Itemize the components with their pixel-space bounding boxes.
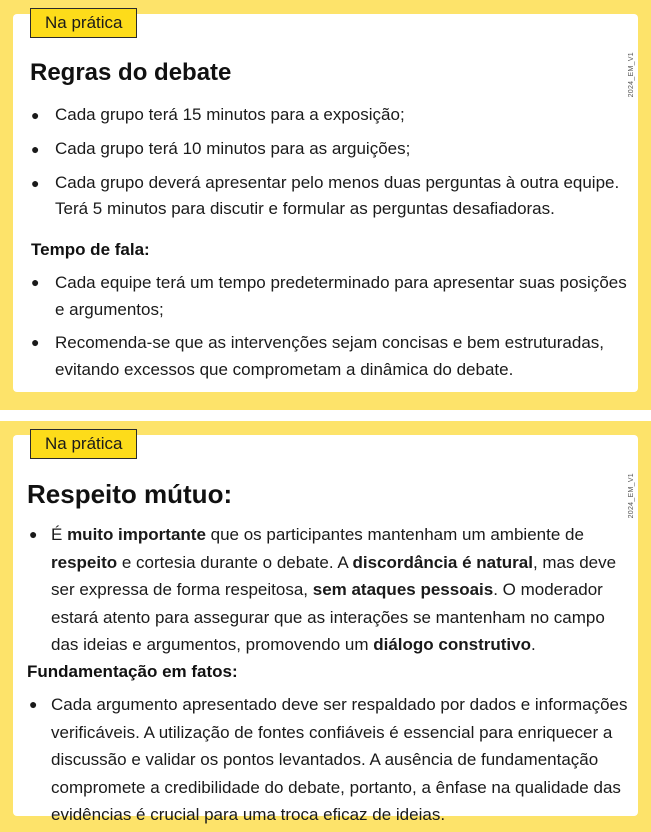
- respect-paragraph: É muito importante que os participantes mantenham um ambiente de respeito e cortesia durante o debate. A discordância é natural, mas deve ser expressa de forma respeitosa, sem ataques pessoais. O moderador estará atento para assegurar que as interações se mantenham no campo das ideias e argumentos, promovendo um diálogo construtivo.: [51, 525, 617, 654]
- bullet-icon: ●: [31, 175, 40, 191]
- subheading-facts: Fundamentação em fatos:: [27, 662, 238, 681]
- emphasis-text: respeito: [51, 552, 118, 572]
- emphasis-text: muito importante: [67, 525, 206, 544]
- emphasis-text: sem ataques pessoais: [312, 580, 494, 599]
- slide-title: Respeito mútuo:: [27, 479, 233, 509]
- facts-paragraph: Cada argumento apresentado deve ser respaldado por dados e informações verificáveis. A utilização de fontes confiáveis é essencial para enriquecer a discussão e validar os pontos levantados. A ausência de fundamentação compromete a credibilidade do debate, portanto, a ênfase na qualidade das evidências é crucial para uma troca eficaz de ideias.: [51, 695, 628, 824]
- list-item-text: Cada grupo terá 10 minutos para as arguições;: [55, 139, 411, 158]
- content-card: [13, 434, 638, 824]
- bullet-icon: ●: [29, 696, 38, 712]
- section-tag: Na prática: [30, 8, 137, 38]
- subheading-speaking-time: Tempo de fala:: [31, 240, 150, 259]
- slide-divider: [0, 410, 651, 421]
- side-code: 2024_EM_V1: [628, 52, 635, 98]
- list-item: [31, 102, 631, 128]
- facts-list: [29, 691, 634, 829]
- speaking-time-list: [31, 269, 631, 389]
- list-item: [29, 521, 634, 659]
- emphasis-text: diálogo construtivo: [373, 635, 531, 654]
- list-item: [31, 269, 631, 323]
- list-item-text: Cada grupo deverá apresentar pelo menos duas perguntas à outra equipe. Terá 5 minutos para discutir e formular as perguntas desafiadoras.: [55, 173, 620, 218]
- bullet-icon: ●: [29, 526, 38, 542]
- bullet-icon: ●: [31, 334, 40, 350]
- list-item-text: Cada equipe terá um tempo predeterminado para apresentar suas posições e argumentos;: [55, 273, 627, 319]
- list-item: [31, 136, 631, 162]
- section-tag: Na prática: [30, 429, 137, 459]
- slide-title: Regras do debate: [30, 59, 232, 86]
- slide-mutual-respect: [0, 421, 651, 832]
- bullet-icon: ●: [31, 141, 40, 157]
- list-item: [31, 329, 631, 383]
- list-item: [29, 691, 634, 829]
- list-item: [31, 170, 631, 222]
- side-code: 2024_EM_V1: [628, 473, 635, 519]
- slide-debate-rules: [0, 0, 651, 410]
- rules-list: [31, 102, 631, 230]
- bullet-icon: ●: [31, 274, 40, 290]
- content-card: [13, 14, 638, 392]
- respect-list: [29, 521, 634, 659]
- bullet-icon: ●: [31, 107, 40, 123]
- list-item-text: Cada grupo terá 15 minutos para a exposição;: [55, 105, 405, 124]
- emphasis-text: discordância é natural: [352, 552, 533, 572]
- list-item-text: Recomenda-se que as intervenções sejam concisas e bem estruturadas, evitando excessos que comprometam a dinâmica do debate.: [55, 333, 605, 379]
